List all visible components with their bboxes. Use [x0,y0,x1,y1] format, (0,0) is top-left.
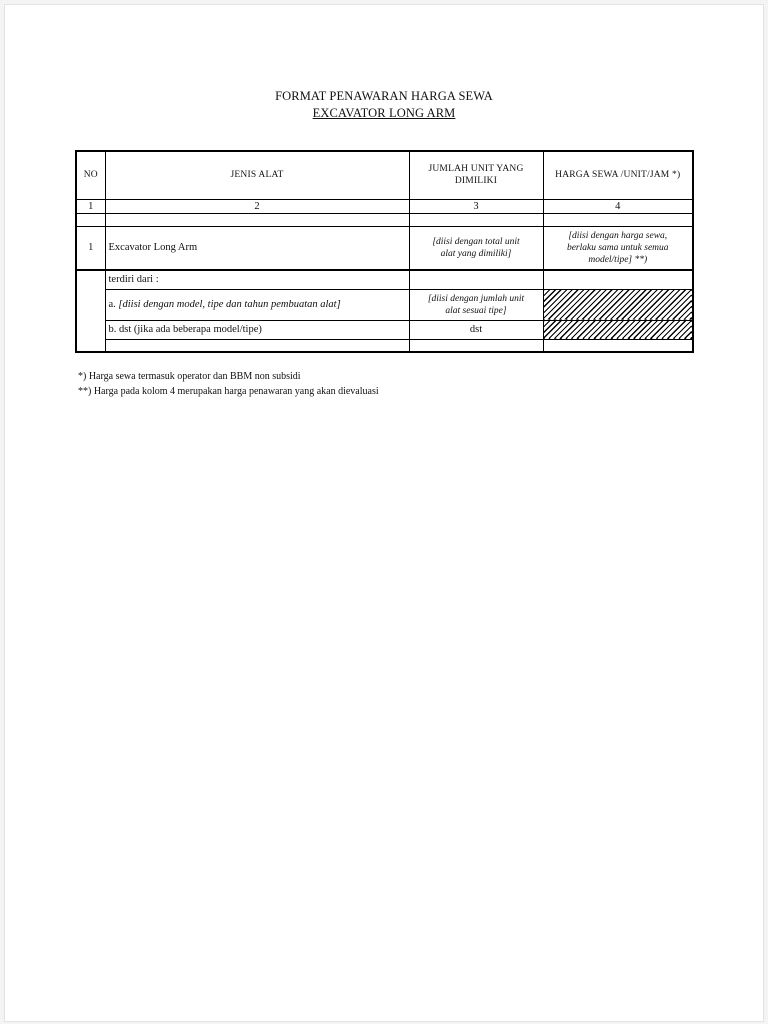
header-no: NO [76,151,105,199]
header-jumlah-unit-line1: JUMLAH UNIT YANG [428,164,524,175]
document-subtitle: EXCAVATOR LONG ARM [312,106,456,120]
row-terdiri-label: terdiri dari : [105,270,409,289]
row-main-jenis: Excavator Long Arm [105,226,409,270]
footnote-1: *) Harga sewa termasuk operator dan BBM non subsidi [78,371,301,382]
row-sub-a-jumlah-line2: alat sesuai tipe] [445,305,507,316]
header-harga-sewa: HARGA SEWA /UNIT/JAM *) [543,151,693,199]
column-number-2: 2 [105,199,409,213]
spacer-row [76,213,693,226]
footnotes [78,369,379,399]
table-row [76,226,693,270]
table-row [76,270,693,289]
row-main-jumlah-line2: alat yang dimiliki] [440,248,512,259]
column-number-1: 1 [76,199,105,213]
row-main-harga-line1: [diisi dengan harga sewa, [568,230,668,241]
row-sub-a-jumlah-line1: [diisi dengan jumlah unit [427,293,525,304]
footnote-2: **) Harga pada kolom 4 merupakan harga penawaran yang akan dievaluasi [78,386,379,397]
row-sub-b-jumlah: dst [409,320,543,339]
row-main-harga-line3: model/tipe] **) [588,254,648,265]
column-number-row [76,199,693,213]
row-sub-a-jenis [105,289,409,320]
table-header-row [76,151,693,199]
column-number-4: 4 [543,199,693,213]
table-row [76,339,693,352]
row-sub-a-description: [diisi dengan model, tipe dan tahun pembuatan alat] [118,299,341,310]
row-sub-a-harga-hatched [543,289,693,320]
row-main-harga [543,226,693,270]
document-title: FORMAT PENAWARAN HARGA SEWA [275,89,493,103]
row-main-no: 1 [76,226,105,270]
row-sub-a-prefix: a. [108,299,119,310]
offer-table [75,150,694,353]
row-sub-a-jumlah [409,289,543,320]
row-main-harga-line2: berlaku sama untuk semua [566,242,669,253]
table-row [76,289,693,320]
header-jenis-alat: JENIS ALAT [105,151,409,199]
row-main-jumlah [409,226,543,270]
table-row [76,320,693,339]
header-jumlah-unit [409,151,543,199]
row-sub-b-harga-hatched [543,320,693,339]
row-sub-b-jenis: b. dst (jika ada beberapa model/tipe) [105,320,409,339]
row-main-jumlah-line1: [diisi dengan total unit [432,236,520,247]
header-jumlah-unit-line2: DIMILIKI [454,176,498,187]
column-number-3: 3 [409,199,543,213]
